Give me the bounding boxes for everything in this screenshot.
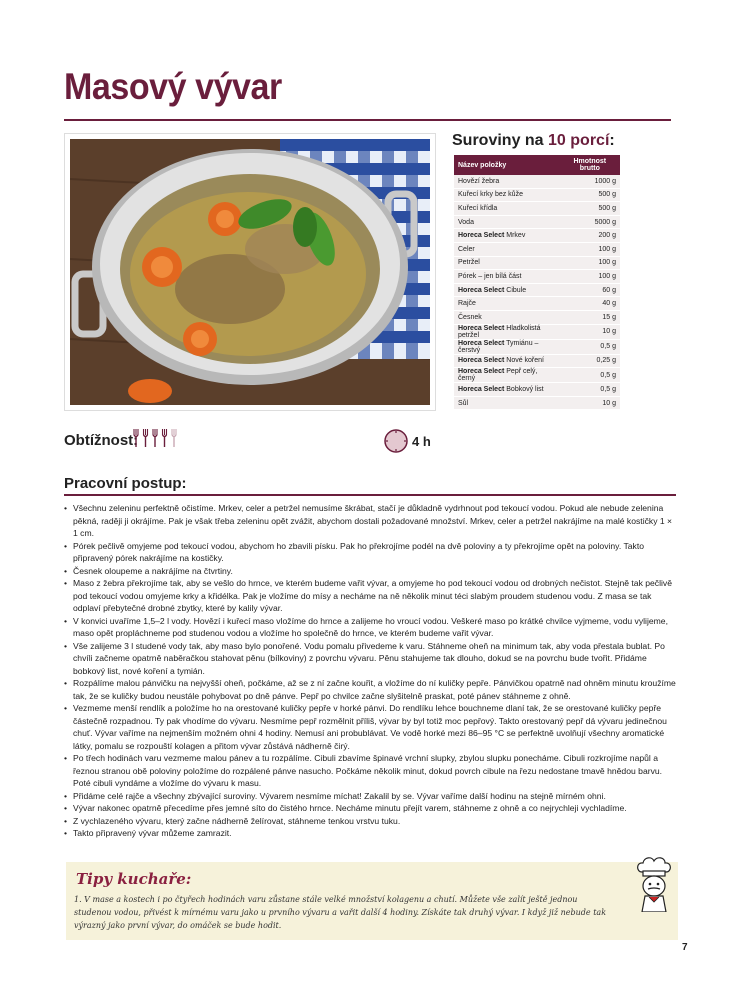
- ingredient-amount: 100 g: [560, 270, 620, 284]
- procedure-step: • Česnek oloupeme a nakrájíme na čtvrtiny.: [64, 565, 676, 578]
- ingredient-name: Horeca Select Hladkolistá petržel: [454, 324, 560, 339]
- col-header-name: Název položky: [454, 155, 560, 175]
- ingredient-name: Petržel: [454, 256, 560, 270]
- ingredient-name: Hovězí žebra: [454, 175, 560, 188]
- procedure-step: • Přidáme celé rajče a všechny zbývající suroviny. Vývarem nesmíme míchat! Zakalil by se. Vývar vaříme další hodinu na stejně mírném ohni.: [64, 790, 676, 803]
- ingredient-name: Kuřecí křídla: [454, 202, 560, 216]
- ingredient-row: [454, 283, 620, 297]
- procedure-step: • Po třech hodinách varu vezmeme malou pánev a tu rozpálíme. Cibuli zbavíme špinavé vrchní slupky, zbylou slupku ponecháme. Cibuli rozkrojíme napůl a řeznou stranou obě poloviny položíme do rozpálené pánve nasucho. Počkáme několik minut, dokud povrch cibule na řezu nedostane tmavě hnědou barvu. Poté cibuli vyndáme a vložíme do vývaru k masu.: [64, 752, 676, 790]
- ingredient-row: [454, 229, 620, 243]
- fork-icon: [153, 429, 157, 447]
- procedure-step: • Z vychlazeného vývaru, který začne nádherně želírovat, stáhneme tenkou vrstvu tuku.: [64, 815, 676, 828]
- ingredient-name: Horeca Select Bobkový list: [454, 383, 560, 397]
- difficulty-rating: [132, 428, 182, 448]
- ingredient-row: [454, 242, 620, 256]
- fork-icon: [134, 429, 138, 447]
- page-title: Masový vývar: [64, 66, 282, 107]
- clock-icon: [384, 429, 408, 458]
- ingredient-row: [454, 202, 620, 216]
- fork-icon: [163, 429, 167, 447]
- ingredient-amount: 10 g: [560, 396, 620, 410]
- procedure-step: • V konvici uvaříme 1,5–2 l vody. Hovězí i kuřecí maso vložíme do hrnce a zalijeme ho vroucí vodou. Veškeré maso po krátké chvilce vyjmeme, vodu vylijeme, maso opět propláchneme pod studenou vodou a vložíme ho společně do hrnce, ve kterém budeme vařit vývar.: [64, 615, 676, 640]
- ingredients-table: [454, 155, 620, 410]
- chef-icon: [632, 856, 676, 912]
- ingredient-row: [454, 354, 620, 368]
- procedure-step: • Vývar nakonec opatrně přecedíme přes jemné síto do čistého hrnce. Necháme minutu přejít varem, stáhneme z ohně a co nejrychleji vychladíme.: [64, 802, 676, 815]
- procedure-step: • Maso z žebra překrojíme tak, aby se vešlo do hrnce, ve kterém budeme vařit vývar, a omyjeme ho pod tekoucí vodou od drobných nečistot. Stejně tak pečlivě pod tekoucí vodou omyjeme krky a křidélka. Pak je vložíme do mísy a necháme na ně několik minut téci slabým proudem studenou vodu. Z masa se tak odplaví přebytečné drobné zbytky, které by kalily vývar.: [64, 577, 676, 615]
- ingredient-row: [454, 297, 620, 311]
- procedure-step: • Takto připravený vývar můžeme zamrazit.: [64, 827, 676, 840]
- ingredient-name: Horeca Select Cibule: [454, 283, 560, 297]
- ingredient-name: Voda: [454, 215, 560, 229]
- ingredient-amount: 40 g: [560, 297, 620, 311]
- ingredient-name: Horeca Select Pepř celý, černý: [454, 368, 560, 383]
- procedure-steps: [64, 502, 676, 840]
- ingredient-row: [454, 339, 620, 354]
- ingredient-row: [454, 383, 620, 397]
- fork-icon: [144, 429, 148, 447]
- soup-pot-photo: [64, 133, 436, 411]
- ingredient-amount: 1000 g: [560, 175, 620, 188]
- ingredient-amount: 500 g: [560, 188, 620, 202]
- ingredient-name: Sůl: [454, 396, 560, 410]
- procedure-step: • Vše zalijeme 3 l studené vody tak, aby maso bylo ponořené. Vodu pomalu přivedeme k varu. Stáhneme oheň na minimum tak, aby voda přestala bublat. Po chvíli začneme opatrně naběračkou stahovat pěnu (bílkoviny) z povrchu vývaru. Pěnu stahujeme tak dlouho, dokud se na povrchu bude tvořit. Přidáme bobkový list, nové koření a tymián.: [64, 640, 676, 678]
- ingredient-name: Horeca Select Nové koření: [454, 354, 560, 368]
- ingredient-amount: 0,5 g: [560, 339, 620, 354]
- ingredient-name: Kuřecí krky bez kůže: [454, 188, 560, 202]
- ingredient-name: Celer: [454, 242, 560, 256]
- ingredient-amount: 60 g: [560, 283, 620, 297]
- ingredient-row: [454, 396, 620, 410]
- col-header-weight: Hmotnost brutto: [560, 155, 620, 175]
- ingredient-amount: 10 g: [560, 324, 620, 339]
- ingredient-amount: 0,25 g: [560, 354, 620, 368]
- ingredient-name: Pórek – jen bílá část: [454, 270, 560, 284]
- ingredient-amount: 5000 g: [560, 215, 620, 229]
- procedure-step: • Rozpálíme malou pánvičku na nejvyšší oheň, počkáme, až se z ní začne kouřit, a vložíme do ní kuličky pepře. Pánvičkou opatrně nad ohněm minutu kroužíme tak, že se kuličky budou neustále pohybovat po dně pánve. Pepř po chvilce začne slyšitelně praskat, poté pánev stáhneme z ohně.: [64, 677, 676, 702]
- fork-icon: [172, 429, 176, 447]
- procedure-step: • Všechnu zeleninu perfektně očistíme. Mrkev, celer a petržel nemusíme škrábat, stačí je důkladně vydrhnout pod tekoucí vodou. Pokud ale nebude zelenina pěkná, raději ji okrájíme. Pak je však třeba zeleninu opět zvážit, abychom dostali požadované množství. Mrkev, celer a petržel nakrájíme na malé kostičky 1 × 1 cm.: [64, 502, 676, 540]
- tips-text: 1. V mase a kostech i po čtyřech hodinách varu zůstane stále velké množství kolagenu a chutí. Můžete vše zalít ještě jednou studenou vodou, přivést k mírnému varu jako u prvního vývaru a vařit další 4 hodiny. Získáte tak druhý vývar. I když již nebude tak výrazný jako první vývar, do omáček se bude hodit.: [74, 895, 607, 930]
- title-divider: [64, 119, 671, 121]
- ingredient-row: [454, 188, 620, 202]
- tips-title: Tipy kuchaře:: [76, 870, 192, 888]
- ingredient-name: Rajče: [454, 297, 560, 311]
- ingredient-amount: 0,5 g: [560, 368, 620, 383]
- ingredient-name: Horeca Select Tymiánu – čerstvý: [454, 339, 560, 354]
- ingredient-amount: 0,5 g: [560, 383, 620, 397]
- ingredient-amount: 500 g: [560, 202, 620, 216]
- ingredient-amount: 15 g: [560, 310, 620, 324]
- ingredient-amount: 100 g: [560, 256, 620, 270]
- ingredient-row: [454, 215, 620, 229]
- ingredients-heading: Suroviny na 10 porcí:: [452, 132, 615, 149]
- ingredient-row: [454, 270, 620, 284]
- tips-box: [66, 862, 678, 940]
- ingredient-row: [454, 310, 620, 324]
- ingredient-name: Horeca Select Mrkev: [454, 229, 560, 243]
- ingredient-row: [454, 368, 620, 383]
- difficulty-label: Obtížnost:: [64, 432, 139, 449]
- ingredient-row: [454, 175, 620, 188]
- ingredient-amount: 100 g: [560, 242, 620, 256]
- prep-time: 4 h: [412, 434, 431, 449]
- ingredient-amount: 200 g: [560, 229, 620, 243]
- ingredient-row: [454, 256, 620, 270]
- page-number: 7: [682, 942, 688, 953]
- procedure-step: • Vezmeme menší rendlík a položíme ho na orestované kuličky pepře v horké pánvi. Do rendlíku lehce bouchneme dlaní tak, že se orestované kuličky pepře částečně rozpadnou. Ty pak vhodíme do vývaru. Nesmíme pepř rozmělnit příliš, vývar by byl totiž moc pepřový. Takto orestovaný pepř dá vývaru jedinečnou chuť. Vývar vaříme na nejmenším možném ohni 4 hodiny. Nemusí ani probublávat. Ve vodě horké mezi 86–95 °C se perfektně uvolňují všechny aromatické látky, pomalu se rozpouští kolagen a přitom vývar zůstává nádherně čirý.: [64, 702, 676, 752]
- ingredient-row: [454, 324, 620, 339]
- ingredient-name: Česnek: [454, 310, 560, 324]
- procedure-step: • Pórek pečlivě omyjeme pod tekoucí vodou, abychom ho zbavili písku. Pak ho překrojíme podél na dvě poloviny a ty překrojíme opět na poloviny. Takto připravený pórek nakrájíme na kostičky.: [64, 540, 676, 565]
- procedure-divider: [64, 494, 676, 496]
- procedure-heading: Pracovní postup:: [64, 475, 187, 492]
